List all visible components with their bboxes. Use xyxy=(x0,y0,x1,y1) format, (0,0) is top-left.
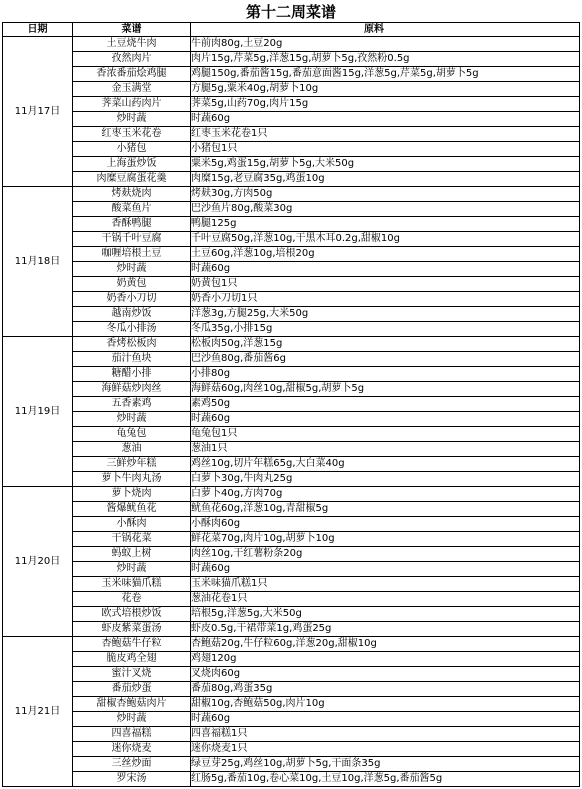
table-row xyxy=(3,682,580,697)
dish-name: 迷你烧麦 xyxy=(73,742,191,757)
table-row xyxy=(3,67,580,82)
dish-ingredients: 番茄80g,鸡蛋35g xyxy=(191,682,580,697)
table-row xyxy=(3,457,580,472)
dish-ingredients: 培根5g,洋葱5g,大米50g xyxy=(191,607,580,622)
dish-ingredients: 巴沙鱼片80g,酸菜30g xyxy=(191,202,580,217)
dish-ingredients: 四喜福糕1只 xyxy=(191,727,580,742)
dish-ingredients: 小排80g xyxy=(191,367,580,382)
dish-ingredients: 松板肉50g,洋葱15g xyxy=(191,337,580,352)
dish-name: 番茄炒蛋 xyxy=(73,682,191,697)
dish-name: 干锅花菜 xyxy=(73,532,191,547)
dish-name: 炒时蔬 xyxy=(73,412,191,427)
dish-name: 孜然肉片 xyxy=(73,52,191,67)
table-row xyxy=(3,637,580,652)
table-row xyxy=(3,322,580,337)
table-row xyxy=(3,427,580,442)
table-row xyxy=(3,217,580,232)
dish-name: 香酥鸭腿 xyxy=(73,217,191,232)
table-row xyxy=(3,262,580,277)
dish-name: 冬瓜小排汤 xyxy=(73,322,191,337)
dish-ingredients: 鱿鱼花60g,洋葱10g,青甜椒5g xyxy=(191,502,580,517)
dish-name: 欧式培根炒饭 xyxy=(73,607,191,622)
table-row xyxy=(3,202,580,217)
dish-ingredients: 鸡腿150g,番茄酱15g,番茄意面酱15g,洋葱5g,芹菜5g,胡萝卜5g xyxy=(191,67,580,82)
table-row xyxy=(3,292,580,307)
dish-name: 荠菜山药肉片 xyxy=(73,97,191,112)
dish-ingredients: 肉糜15g,老豆腐35g,鸡蛋10g xyxy=(191,172,580,187)
dish-name: 虾皮紫菜蛋汤 xyxy=(73,622,191,637)
table-row xyxy=(3,352,580,367)
day-date: 11月19日 xyxy=(3,337,73,487)
table-row xyxy=(3,547,580,562)
dish-ingredients: 时蔬60g xyxy=(191,562,580,577)
dish-ingredients: 肉丝10g,干红薯粉条20g xyxy=(191,547,580,562)
menu-body xyxy=(3,37,580,787)
dish-name: 五香素鸡 xyxy=(73,397,191,412)
dish-name: 甜椒杏鲍菇肉片 xyxy=(73,697,191,712)
dish-ingredients: 白萝卜40g,方肉70g xyxy=(191,487,580,502)
day-date: 11月21日 xyxy=(3,637,73,787)
dish-ingredients: 奶黄包1只 xyxy=(191,277,580,292)
dish-name: 罗宋汤 xyxy=(73,772,191,787)
dish-ingredients: 时蔬60g xyxy=(191,262,580,277)
dish-name: 肉糜豆腐蛋花羹 xyxy=(73,172,191,187)
table-row xyxy=(3,532,580,547)
header-ingredients: 原料 xyxy=(191,23,580,37)
header-row xyxy=(3,23,580,37)
dish-ingredients: 杏鲍菇20g,牛仔粒60g,洋葱20g,甜椒10g xyxy=(191,637,580,652)
table-row xyxy=(3,307,580,322)
dish-ingredients: 红肠5g,番茄10g,卷心菜10g,土豆10g,洋葱5g,番茄酱5g xyxy=(191,772,580,787)
dish-name: 小猪包 xyxy=(73,142,191,157)
table-row xyxy=(3,472,580,487)
table-row xyxy=(3,502,580,517)
dish-ingredients: 荠菜5g,山药70g,肉片15g xyxy=(191,97,580,112)
table-row xyxy=(3,97,580,112)
menu-table xyxy=(2,22,580,787)
table-row xyxy=(3,382,580,397)
dish-name: 玉米味猫爪糕 xyxy=(73,577,191,592)
table-row xyxy=(3,232,580,247)
dish-name: 上海蛋炒饭 xyxy=(73,157,191,172)
table-row xyxy=(3,367,580,382)
dish-ingredients: 鸡丝10g,切片年糕65g,大白菜40g xyxy=(191,457,580,472)
table-row xyxy=(3,112,580,127)
day-date: 11月18日 xyxy=(3,187,73,337)
dish-ingredients: 绿豆芽25g,鸡丝10g,胡萝卜5g,干面条35g xyxy=(191,757,580,772)
table-row xyxy=(3,442,580,457)
table-row xyxy=(3,697,580,712)
dish-name: 蚂蚁上树 xyxy=(73,547,191,562)
dish-name: 奶香小刀切 xyxy=(73,292,191,307)
dish-ingredients: 粟米5g,鸡蛋15g,胡萝卜5g,大米50g xyxy=(191,157,580,172)
table-row xyxy=(3,652,580,667)
table-row xyxy=(3,517,580,532)
table-row xyxy=(3,622,580,637)
dish-name: 脆皮鸡全翅 xyxy=(73,652,191,667)
dish-name: 茄汁鱼块 xyxy=(73,352,191,367)
table-row xyxy=(3,247,580,262)
dish-ingredients: 葱油1只 xyxy=(191,442,580,457)
dish-ingredients: 白萝卜30g,牛肉丸25g xyxy=(191,472,580,487)
dish-ingredients: 千叶豆腐50g,洋葱10g,干黑木耳0.2g,甜椒10g xyxy=(191,232,580,247)
dish-name: 炒时蔬 xyxy=(73,562,191,577)
table-row xyxy=(3,172,580,187)
table-row xyxy=(3,397,580,412)
table-row xyxy=(3,187,580,202)
table-row xyxy=(3,667,580,682)
table-row xyxy=(3,742,580,757)
dish-ingredients: 鸭腿125g xyxy=(191,217,580,232)
dish-name: 萝卜烧肉 xyxy=(73,487,191,502)
dish-name: 萝卜牛肉丸汤 xyxy=(73,472,191,487)
dish-ingredients: 时蔬60g xyxy=(191,712,580,727)
dish-ingredients: 素鸡50g xyxy=(191,397,580,412)
dish-name: 龟兔包 xyxy=(73,427,191,442)
header-dish: 菜谱 xyxy=(73,23,191,37)
dish-name: 炒时蔬 xyxy=(73,712,191,727)
table-row xyxy=(3,487,580,502)
table-row xyxy=(3,157,580,172)
dish-ingredients: 鲜花菜70g,肉片10g,胡萝卜10g xyxy=(191,532,580,547)
dish-ingredients: 小酥肉60g xyxy=(191,517,580,532)
dish-name: 蜜汁叉烧 xyxy=(73,667,191,682)
day-date: 11月20日 xyxy=(3,487,73,637)
table-row xyxy=(3,592,580,607)
dish-ingredients: 鸡翅120g xyxy=(191,652,580,667)
dish-name: 炒时蔬 xyxy=(73,262,191,277)
table-row xyxy=(3,412,580,427)
table-row xyxy=(3,142,580,157)
dish-ingredients: 洋葱3g,方腿25g,大米50g xyxy=(191,307,580,322)
table-row xyxy=(3,757,580,772)
dish-ingredients: 冬瓜35g,小排15g xyxy=(191,322,580,337)
table-row xyxy=(3,52,580,67)
dish-ingredients: 时蔬60g xyxy=(191,112,580,127)
dish-ingredients: 土豆60g,洋葱10g,培根20g xyxy=(191,247,580,262)
day-date: 11月17日 xyxy=(3,37,73,187)
dish-name: 海鲜菇炒肉丝 xyxy=(73,382,191,397)
table-row xyxy=(3,277,580,292)
dish-ingredients: 红枣玉米花卷1只 xyxy=(191,127,580,142)
table-row xyxy=(3,607,580,622)
table-row xyxy=(3,577,580,592)
dish-name: 酱爆鱿鱼花 xyxy=(73,502,191,517)
dish-name: 四喜福糕 xyxy=(73,727,191,742)
dish-name: 花卷 xyxy=(73,592,191,607)
dish-ingredients: 葱油花卷1只 xyxy=(191,592,580,607)
dish-name: 三鲜炒年糕 xyxy=(73,457,191,472)
header-date: 日期 xyxy=(3,23,73,37)
dish-name: 咖喱培根土豆 xyxy=(73,247,191,262)
page-title: 第十二周菜谱 xyxy=(245,3,336,21)
table-row xyxy=(3,127,580,142)
dish-name: 香浓番茄烩鸡腿 xyxy=(73,67,191,82)
table-row xyxy=(3,562,580,577)
dish-name: 干锅千叶豆腐 xyxy=(73,232,191,247)
dish-name: 杏鲍菇牛仔粒 xyxy=(73,637,191,652)
dish-name: 炒时蔬 xyxy=(73,112,191,127)
dish-ingredients: 海鲜菇60g,肉丝10g,甜椒5g,胡萝卜5g xyxy=(191,382,580,397)
dish-ingredients: 玉米味猫爪糕1只 xyxy=(191,577,580,592)
dish-ingredients: 肉片15g,芹菜5g,洋葱15g,胡萝卜5g,孜然粉0.5g xyxy=(191,52,580,67)
dish-name: 奶黄包 xyxy=(73,277,191,292)
dish-name: 越南炒饭 xyxy=(73,307,191,322)
dish-name: 三丝炒面 xyxy=(73,757,191,772)
dish-ingredients: 迷你烧麦1只 xyxy=(191,742,580,757)
table-row xyxy=(3,37,580,52)
dish-name: 土豆烧牛肉 xyxy=(73,37,191,52)
dish-ingredients: 小猪包1只 xyxy=(191,142,580,157)
table-row xyxy=(3,772,580,787)
dish-ingredients: 龟兔包1只 xyxy=(191,427,580,442)
dish-ingredients: 虾皮0.5g,干裙带菜1g,鸡蛋25g xyxy=(191,622,580,637)
table-row xyxy=(3,727,580,742)
dish-ingredients: 烤麸30g,方肉50g xyxy=(191,187,580,202)
table-row xyxy=(3,712,580,727)
dish-name: 葱油 xyxy=(73,442,191,457)
dish-name: 酸菜鱼片 xyxy=(73,202,191,217)
table-row xyxy=(3,82,580,97)
dish-ingredients: 时蔬60g xyxy=(191,412,580,427)
dish-ingredients: 巴沙鱼80g,番茄酱6g xyxy=(191,352,580,367)
dish-ingredients: 奶香小刀切1只 xyxy=(191,292,580,307)
dish-ingredients: 叉烧肉60g xyxy=(191,667,580,682)
dish-ingredients: 牛前肉80g,土豆20g xyxy=(191,37,580,52)
table-row xyxy=(3,337,580,352)
dish-name: 小酥肉 xyxy=(73,517,191,532)
dish-ingredients: 甜椒10g,杏鲍菇50g,肉片10g xyxy=(191,697,580,712)
dish-name: 金玉满堂 xyxy=(73,82,191,97)
dish-name: 红枣玉米花卷 xyxy=(73,127,191,142)
dish-ingredients: 方腿5g,粟米40g,胡萝卜10g xyxy=(191,82,580,97)
dish-name: 烤麸烧肉 xyxy=(73,187,191,202)
dish-name: 香烤松板肉 xyxy=(73,337,191,352)
dish-name: 糖醋小排 xyxy=(73,367,191,382)
